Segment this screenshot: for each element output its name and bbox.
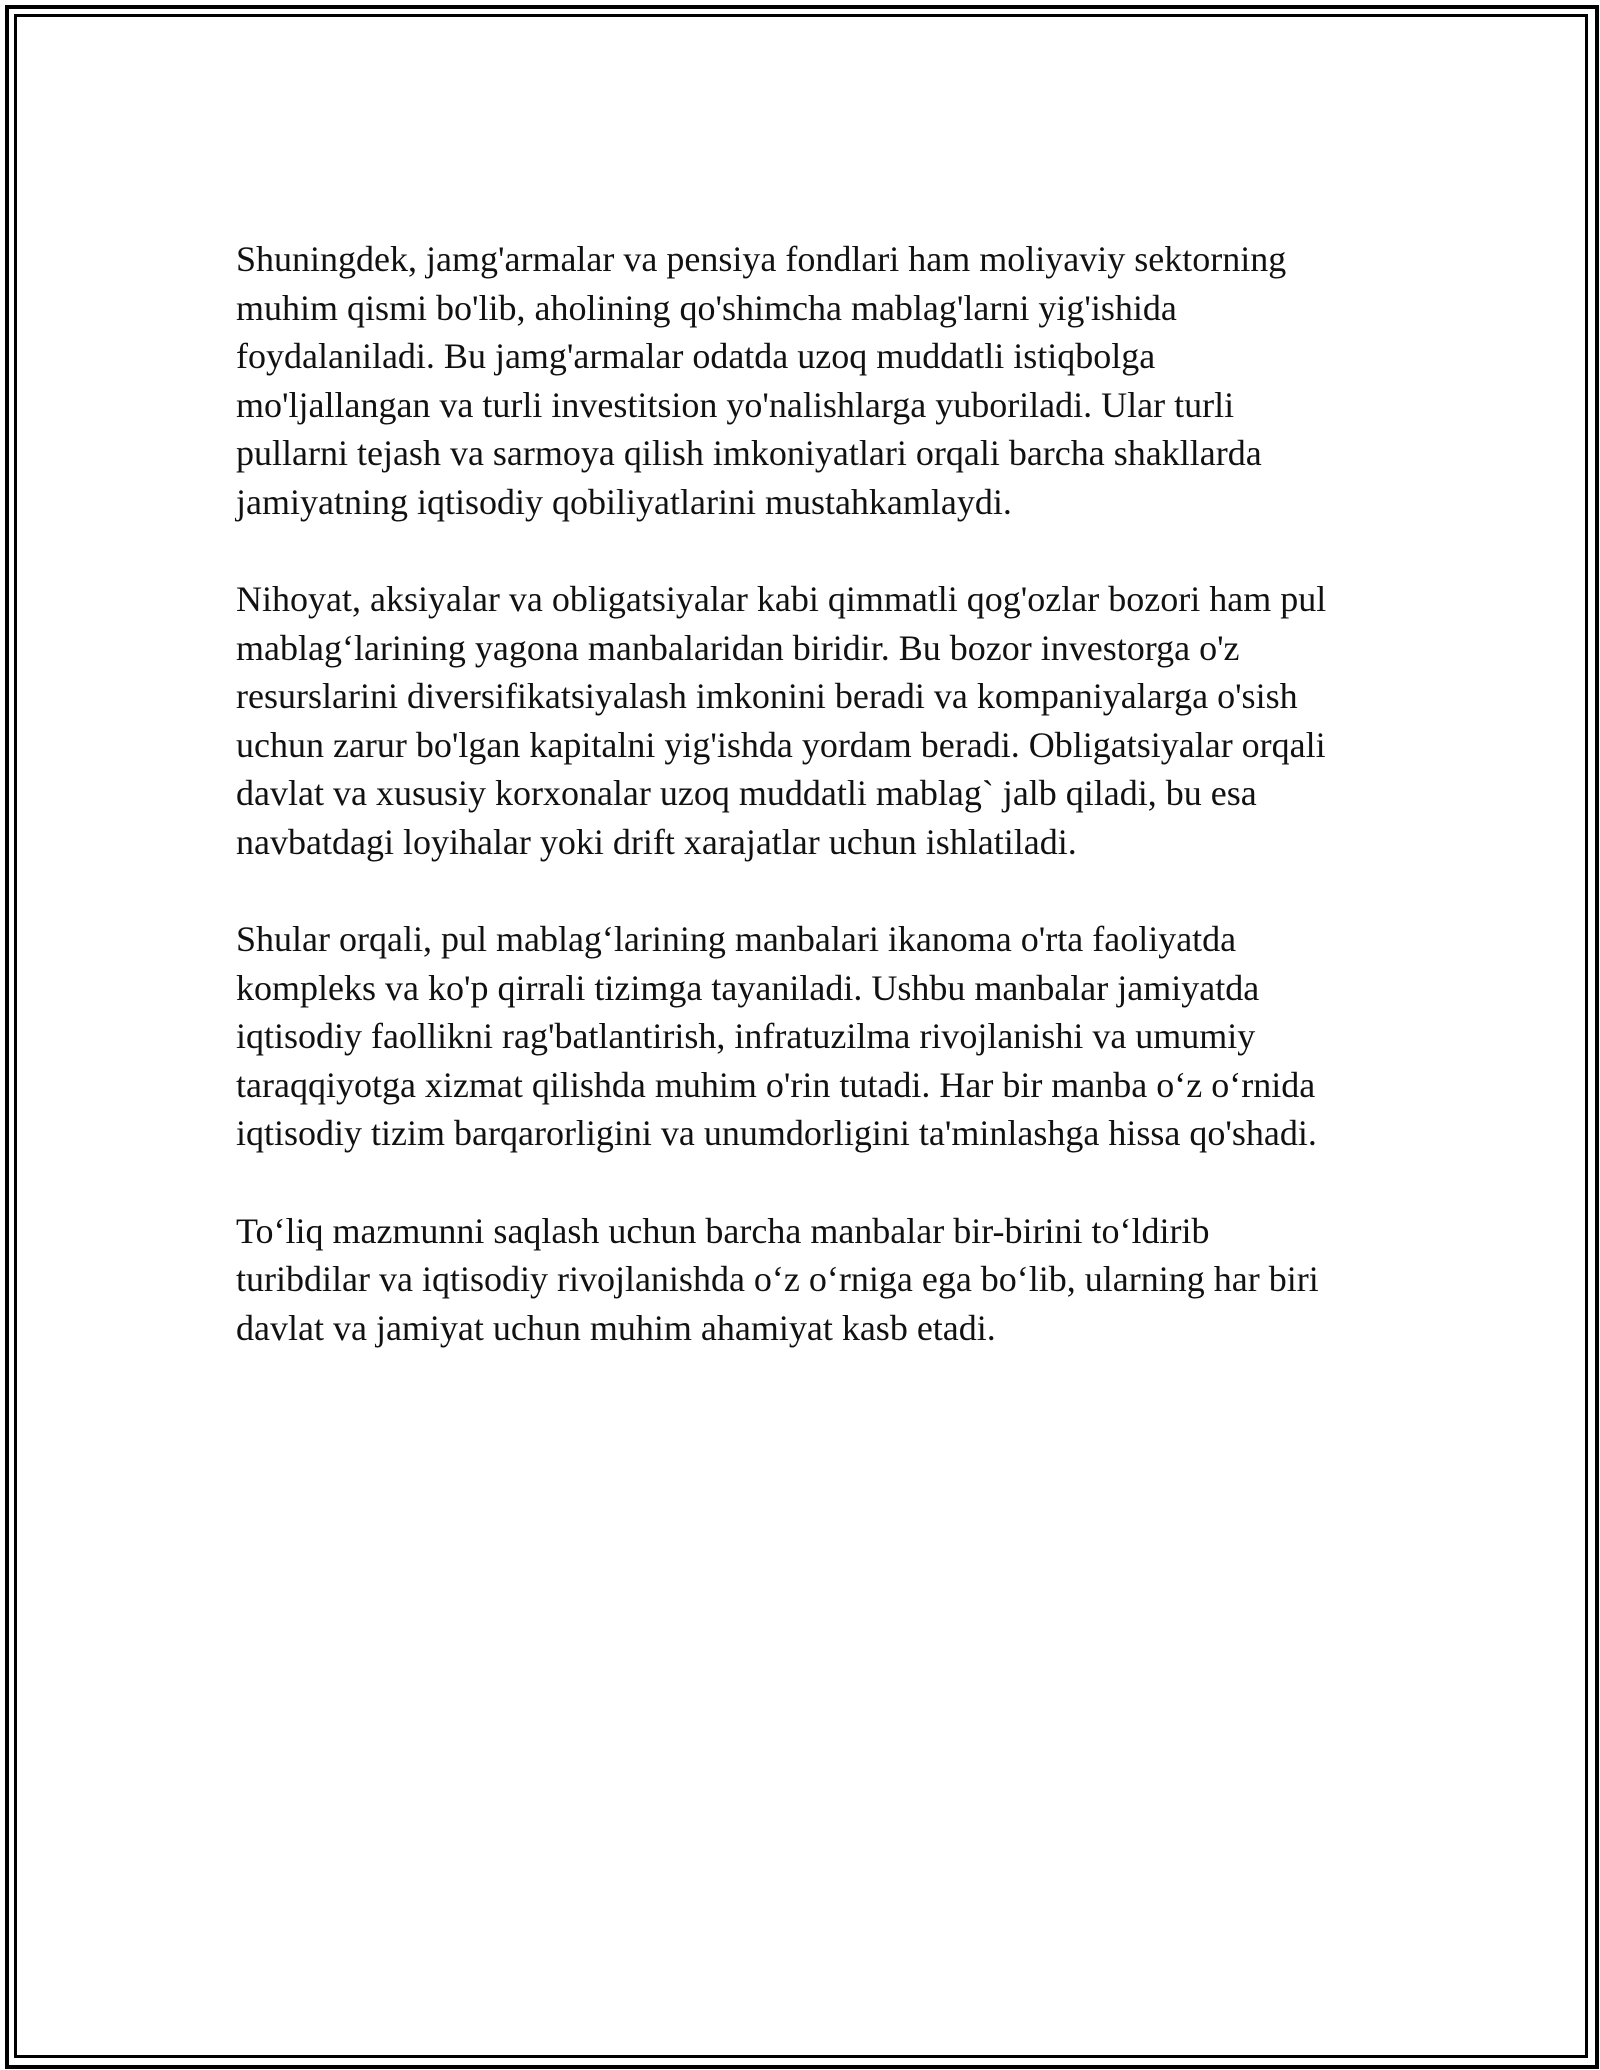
paragraph-line: muhim qismi bo'lib, aholining qo'shimcha mablag'larni yig'ishida [236, 287, 1177, 328]
paragraph-line: Shuningdek, jamg'armalar va pensiya fondlari ham moliyaviy sektorning [236, 239, 1287, 279]
paragraph-line: foydalaniladi. Bu jamg'armalar odatda uzoq muddatli istiqbolga [236, 336, 1156, 376]
paragraph-line: iqtisodiy tizim barqarorligini va unumdorligini ta'minlashga hissa qo'shadi. [236, 1113, 1317, 1153]
paragraph-line: uchun zarur bo'lgan kapitalni yig'ishda yordam beradi. Obligatsiyalar orqali [236, 724, 1326, 765]
paragraph-line: Shular orqali, pul mablag‘larining manbalari ikanoma o'rta faoliyatda [236, 919, 1237, 959]
paragraph-line: taraqqiyotga xizmat qilishda muhim o'rin tutadi. Har bir manba o‘z o‘rnida [236, 1064, 1316, 1105]
document-body [236, 235, 1366, 1401]
paragraph-line: Nihoyat, aksiyalar va obligatsiyalar kabi qimmatli qog'ozlar bozori ham pul [236, 579, 1327, 619]
paragraph-line: davlat va jamiyat uchun muhim ahamiyat kasb etadi. [236, 1307, 996, 1348]
paragraph-line: jamiyatning iqtisodiy qobiliyatlarini mustahkamlaydi. [236, 481, 1012, 522]
paragraph-line: pullarni tejash va sarmoya qilish imkoniyatlari orqali barcha shakllarda [236, 433, 1262, 473]
paragraph-line: turibdilar va iqtisodiy rivojlanishda o‘z o‘rniga ega bo‘lib, ularning har biri [236, 1259, 1319, 1299]
paragraph-line: iqtisodiy faollikni rag'batlantirish, infratuzilma rivojlanishi va umumiy [236, 1016, 1256, 1056]
paragraph-2 [236, 575, 1366, 866]
paragraph-line: navbatdagi loyihalar yoki drift xarajatlar uchun ishlatiladi. [236, 821, 1077, 862]
paragraph-line: davlat va xususiy korxonalar uzoq muddatli mablag` jalb qiladi, bu esa [236, 773, 1257, 813]
paragraph-line: kompleks va ko'p qirrali tizimga tayaniladi. Ushbu manbalar jamiyatda [236, 967, 1260, 1008]
paragraph-4 [236, 1207, 1366, 1353]
paragraph-line: resurslarini diversifikatsiyalash imkonini beradi va kompaniyalarga o'sish [236, 676, 1298, 716]
paragraph-line: mablag‘larining yagona manbalaridan biridir. Bu bozor investorga o'z [236, 627, 1240, 668]
paragraph-3 [236, 915, 1366, 1158]
paragraph-line: To‘liq mazmunni saqlash uchun barcha manbalar bir-birini to‘ldirib [236, 1210, 1210, 1251]
paragraph-1 [236, 235, 1366, 526]
paragraph-line: mo'ljallangan va turli investitsion yo'nalishlarga yuboriladi. Ular turli [236, 384, 1235, 425]
